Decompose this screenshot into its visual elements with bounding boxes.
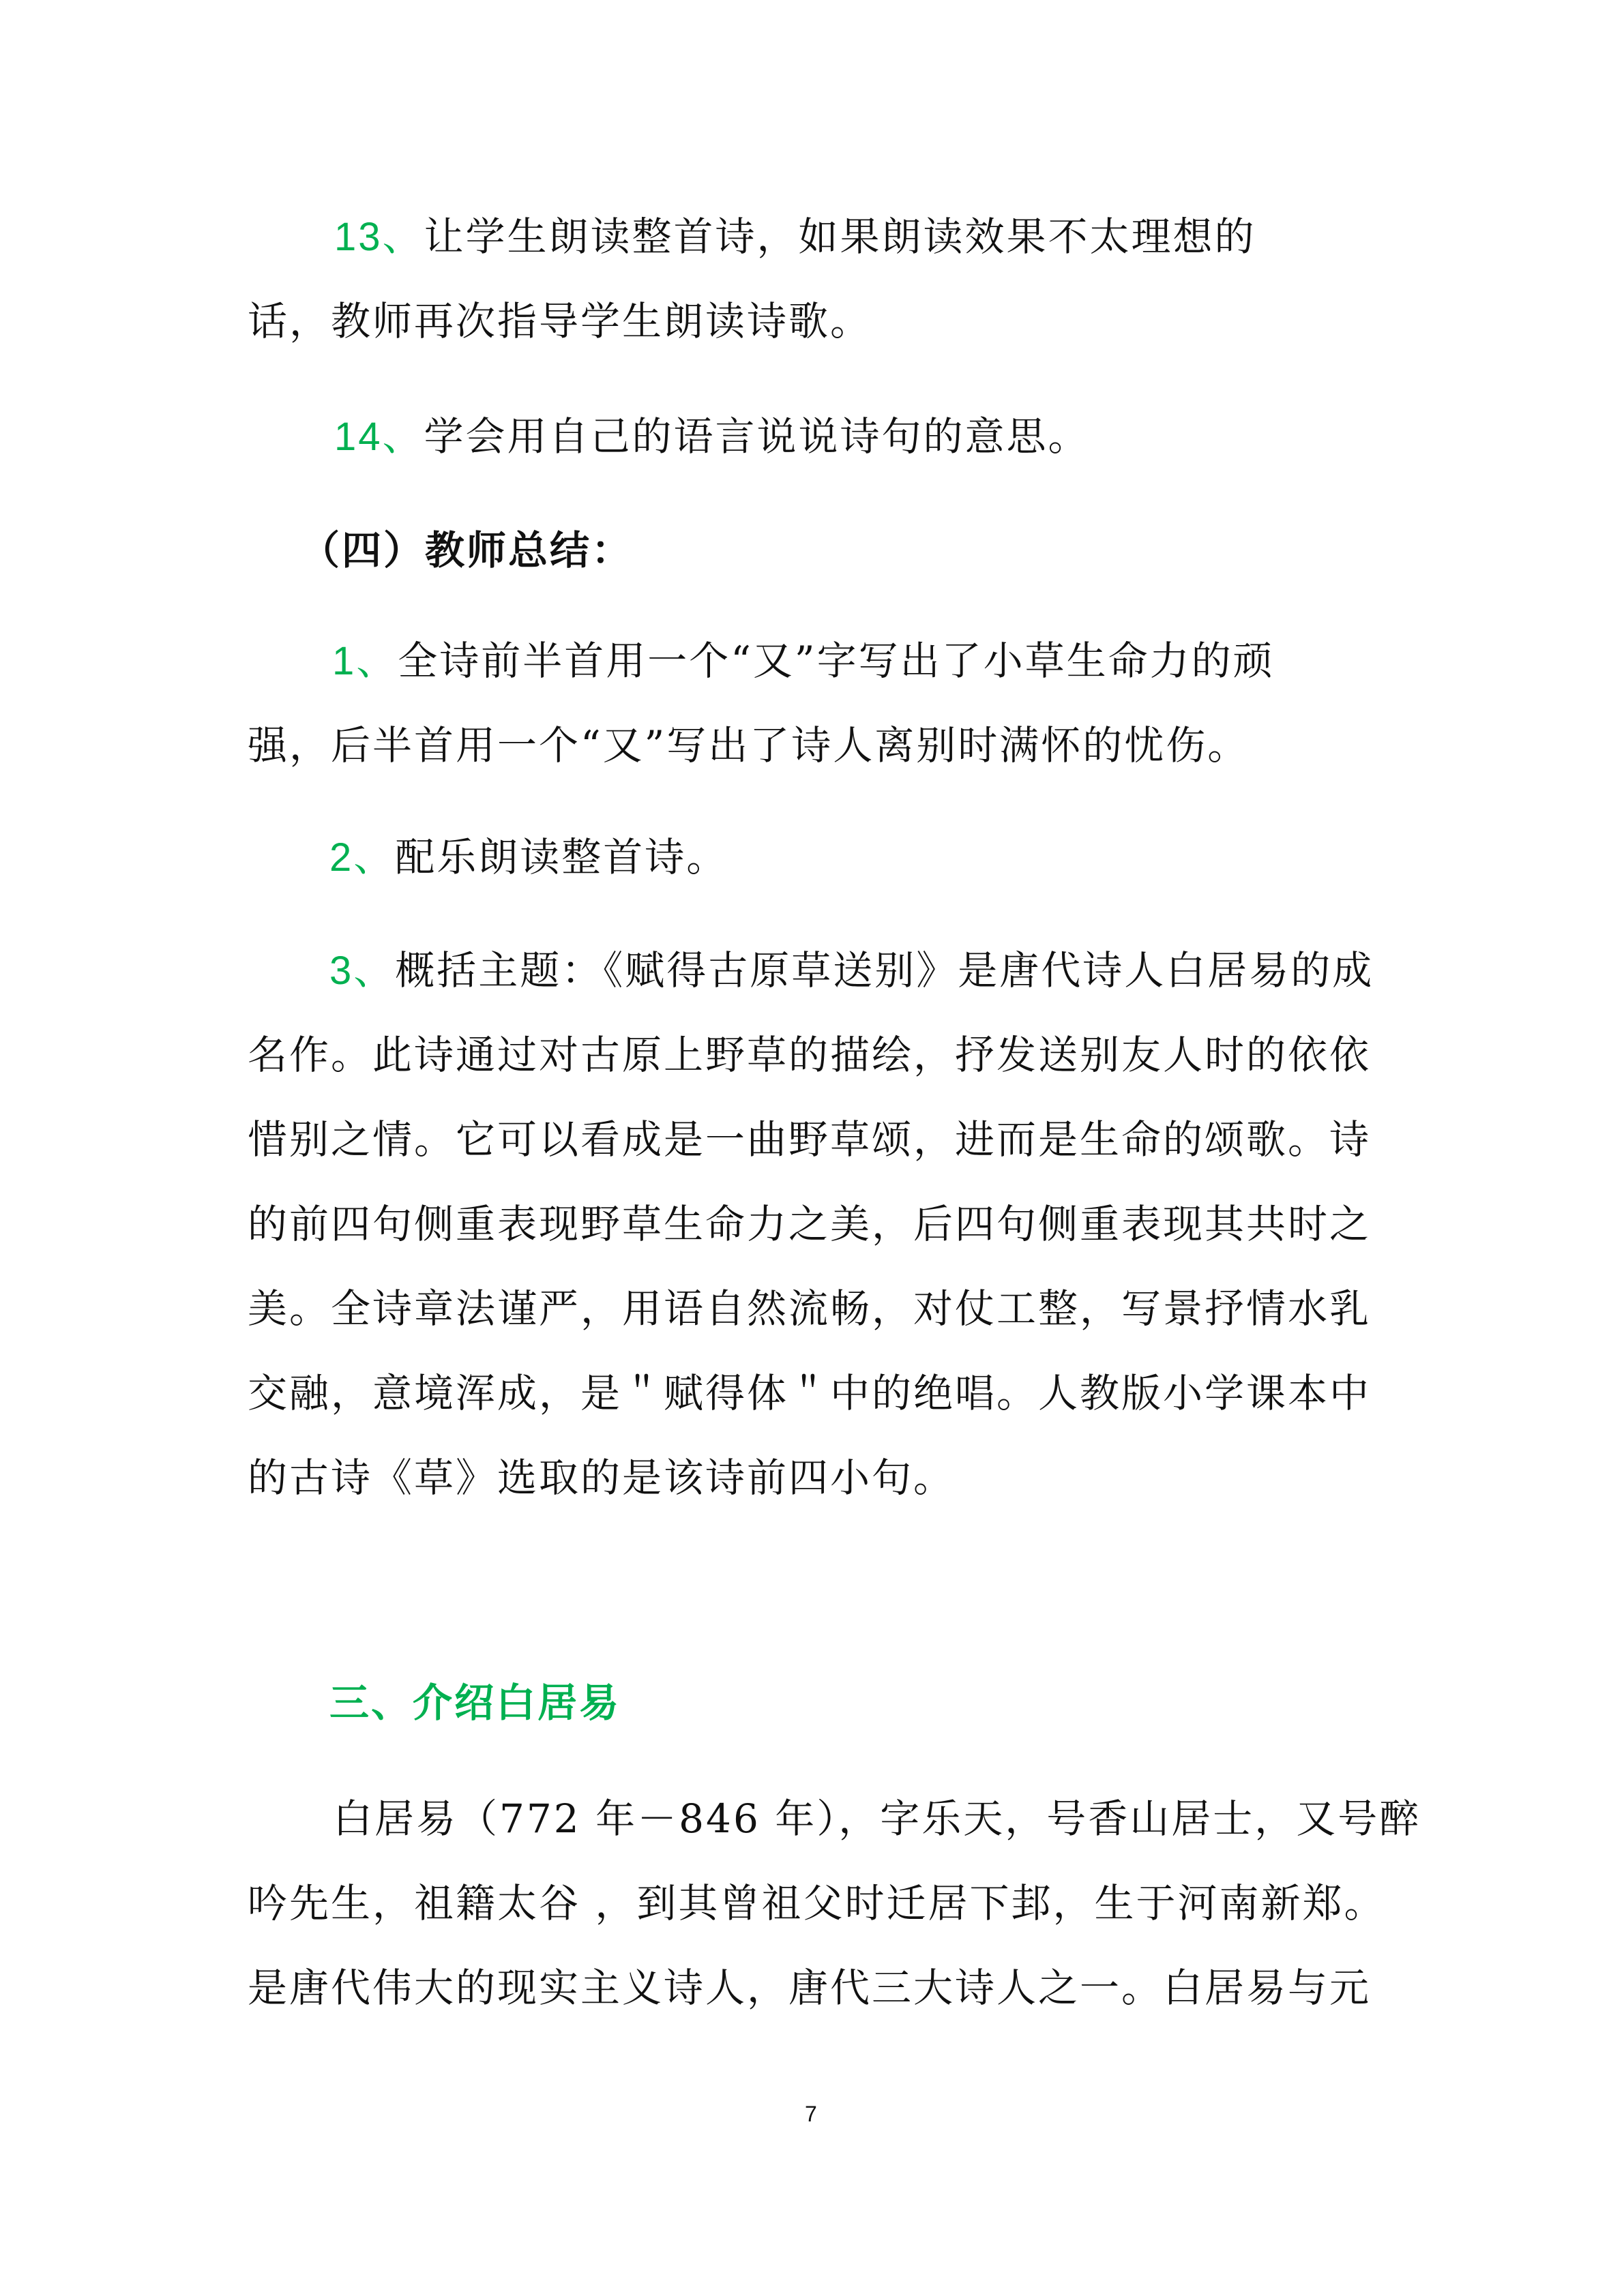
section-heading-introduce-bai-juyi: 三、介绍白居易 xyxy=(329,1680,621,1726)
item-marker: 2、 xyxy=(329,835,396,880)
list-item-13-line-2: 话，教师再次指导学生朗读诗歌。 xyxy=(248,298,872,344)
list-item-13-line-1 xyxy=(334,213,1256,261)
item-marker: 13、 xyxy=(334,215,424,259)
item-marker: 1、 xyxy=(332,639,398,683)
summary-item-3-line-1 xyxy=(329,946,1374,995)
item-marker: 14、 xyxy=(334,415,424,459)
page-number: 7 xyxy=(805,2102,817,2126)
summary-item-2 xyxy=(329,833,728,882)
summary-item-3-line-2: 名作。此诗通过对古原上野草的描绘，抒发送别友人时的依依 xyxy=(248,1032,1372,1078)
summary-item-3-line-3: 惜别之情。它可以看成是一曲野草颂，进而是生命的颂歌。诗 xyxy=(248,1116,1372,1163)
bio-line-3: 是唐代伟大的现实主义诗人，唐代三大诗人之一。白居易与元 xyxy=(248,1965,1372,2011)
list-item-14 xyxy=(334,413,1090,461)
item-text: 学会用自己的语言说说诗句的意思。 xyxy=(424,413,1090,460)
section-heading-teacher-summary: （四）教师总结： xyxy=(300,527,634,573)
item-text: 配乐朗读整首诗。 xyxy=(395,834,728,880)
summary-item-3-line-6: 交融，意境浑成，是＂赋得体＂中的绝唱。人教版小学课本中 xyxy=(248,1370,1372,1416)
item-text: 让学生朗读整首诗，如果朗读效果不太理想的 xyxy=(424,213,1256,260)
summary-item-3-line-5: 美。全诗章法谨严，用语自然流畅，对仗工整，写景抒情水乳 xyxy=(248,1285,1372,1332)
summary-item-3-line-7: 的古诗《草》选取的是该诗前四小句。 xyxy=(248,1455,956,1501)
bio-line-2: 吟先生，祖籍太谷 ，到其曾祖父时迁居下邽，生于河南新郑。 xyxy=(248,1880,1386,1926)
item-text: 概括主题：《赋得古原草送别》是唐代诗人白居易的成 xyxy=(395,947,1374,994)
summary-item-3-line-4: 的前四句侧重表现野草生命力之美，后四句侧重表现其共时之 xyxy=(248,1201,1372,1247)
summary-item-1-line-2: 强，后半首用一个“又”写出了诗人离别时满怀的忧伤。 xyxy=(248,722,1250,769)
item-text: 全诗前半首用一个“又”字写出了小草生命力的顽 xyxy=(398,638,1275,684)
summary-item-1-line-1 xyxy=(332,637,1275,685)
bio-line-1: 白居易（772 年－846 年），字乐天，号香山居士，又号醉 xyxy=(333,1795,1421,1842)
item-marker: 3、 xyxy=(329,949,396,993)
